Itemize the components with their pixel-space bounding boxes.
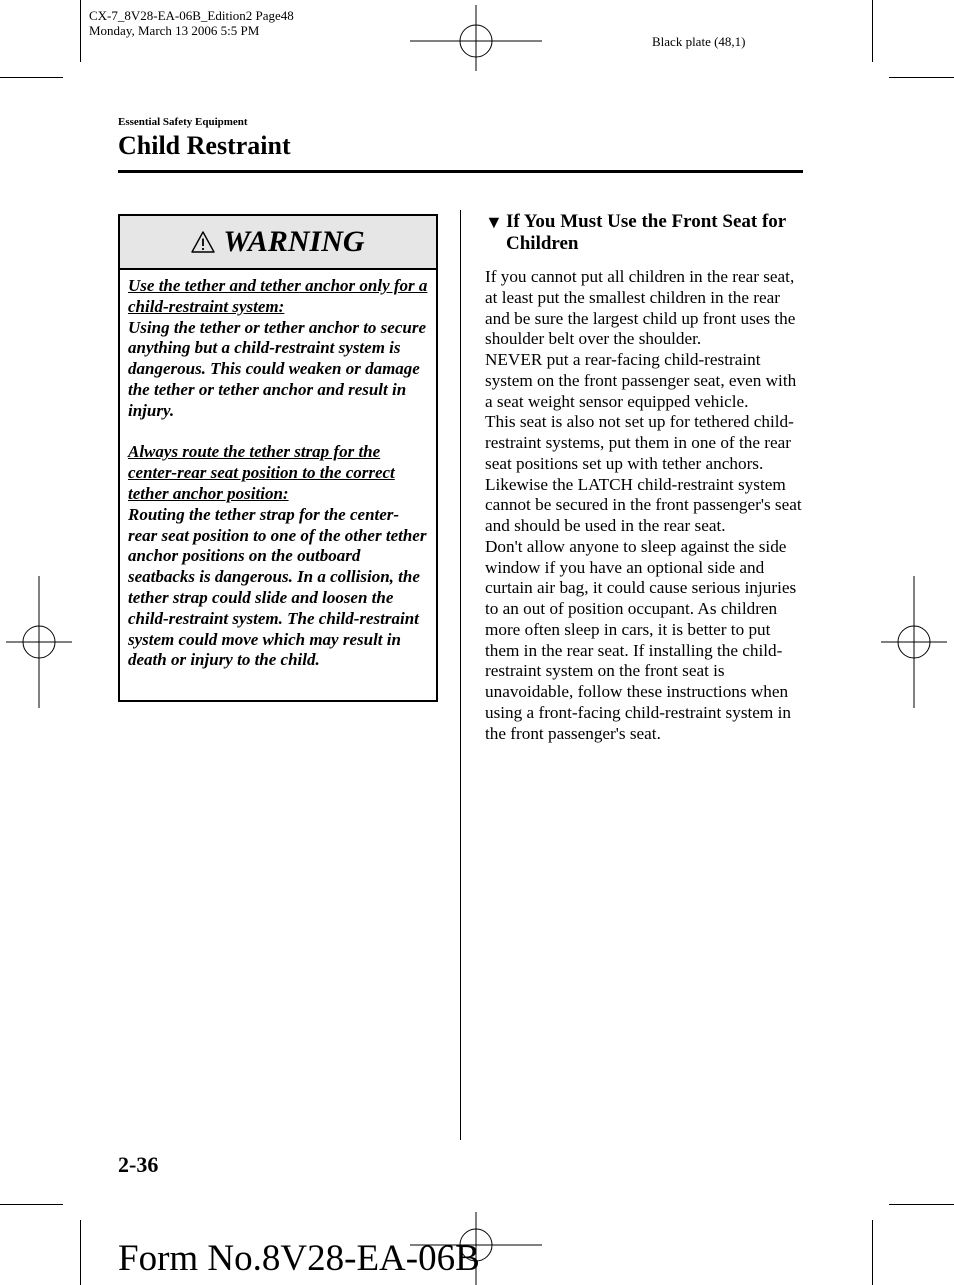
registration-mark-icon <box>6 576 72 708</box>
warning-header <box>120 216 436 270</box>
registration-mark-icon <box>410 5 542 71</box>
print-header-date: Monday, March 13 2006 5:5 PM <box>89 23 260 38</box>
registration-mark-icon <box>881 576 947 708</box>
warning-triangle-icon <box>191 231 215 253</box>
body-paragraph: This seat is also not set up for tethered child-restraint systems, put them in one of the rear seat positions set up with tether anchors. <box>485 412 794 473</box>
crop-mark <box>80 0 81 62</box>
page-number: 2-36 <box>118 1152 159 1177</box>
warning-box <box>118 214 438 702</box>
crop-mark <box>0 1204 63 1205</box>
subsection-heading <box>485 211 795 255</box>
warning-item-heading: Always route the tether strap for the center-rear seat position to the correct tether anchor position: <box>128 442 395 503</box>
form-number: Form No.8V28-EA-06B <box>118 1238 480 1279</box>
title-rule <box>118 170 803 173</box>
crop-mark <box>889 1204 954 1205</box>
body-text <box>485 267 805 744</box>
column-divider <box>460 210 461 1140</box>
body-paragraph: NEVER put a rear-facing child-restraint system on the front passenger seat, even with a seat weight sensor equipped vehicle. <box>485 350 797 411</box>
warning-item-text: Routing the tether strap for the center-rear seat position to one of the other tether anchor positions on the outboard seatbacks is dangerous. In a collision, the tether strap could slide and loosen the child-restraint system. The child-restraint system could move which may result in death or injury to the child. <box>128 504 427 670</box>
print-header <box>89 8 294 38</box>
crop-mark <box>889 77 954 78</box>
crop-mark <box>80 1220 81 1285</box>
section-label: Essential Safety Equipment <box>118 116 248 128</box>
warning-item-text: Using the tether or tether anchor to secure anything but a child-restraint system is dangerous. This could weaken or damage the tether or tether anchor and result in injury. <box>128 317 426 420</box>
body-paragraph: Likewise the LATCH child-restraint system cannot be secured in the front passenger's seat and should be used in the rear seat. <box>485 474 802 535</box>
page-title: Child Restraint <box>118 131 291 160</box>
crop-mark <box>0 77 63 78</box>
warning-item-heading: Use the tether and tether anchor only for a child-restraint system: <box>128 276 428 316</box>
body-paragraph: If you cannot put all children in the rear seat, at least put the smallest children in the rear and be sure the largest child up front uses the shoulder belt over the shoulder. <box>485 267 796 349</box>
subsection-title: If You Must Use the Front Seat for Children <box>506 211 786 254</box>
warning-label: WARNING <box>223 225 365 258</box>
crop-mark <box>872 0 873 62</box>
print-header-file: CX-7_8V28-EA-06B_Edition2 Page48 <box>89 8 294 23</box>
print-plate: Black plate (48,1) <box>652 34 746 49</box>
triangle-marker-icon: ▼ <box>485 212 503 232</box>
body-paragraph: Don't allow anyone to sleep against the side window if you have an optional side and curtain air bag, it could cause serious injuries to an out of position occupant. As children more often sleep in cars, it is better to put them in the rear seat. If installing the child-restraint system on the front seat is unavoidable, follow these instructions when using a front-facing child-restraint system in the front passenger's seat. <box>485 536 797 743</box>
crop-mark <box>872 1220 873 1285</box>
warning-body <box>120 270 436 671</box>
